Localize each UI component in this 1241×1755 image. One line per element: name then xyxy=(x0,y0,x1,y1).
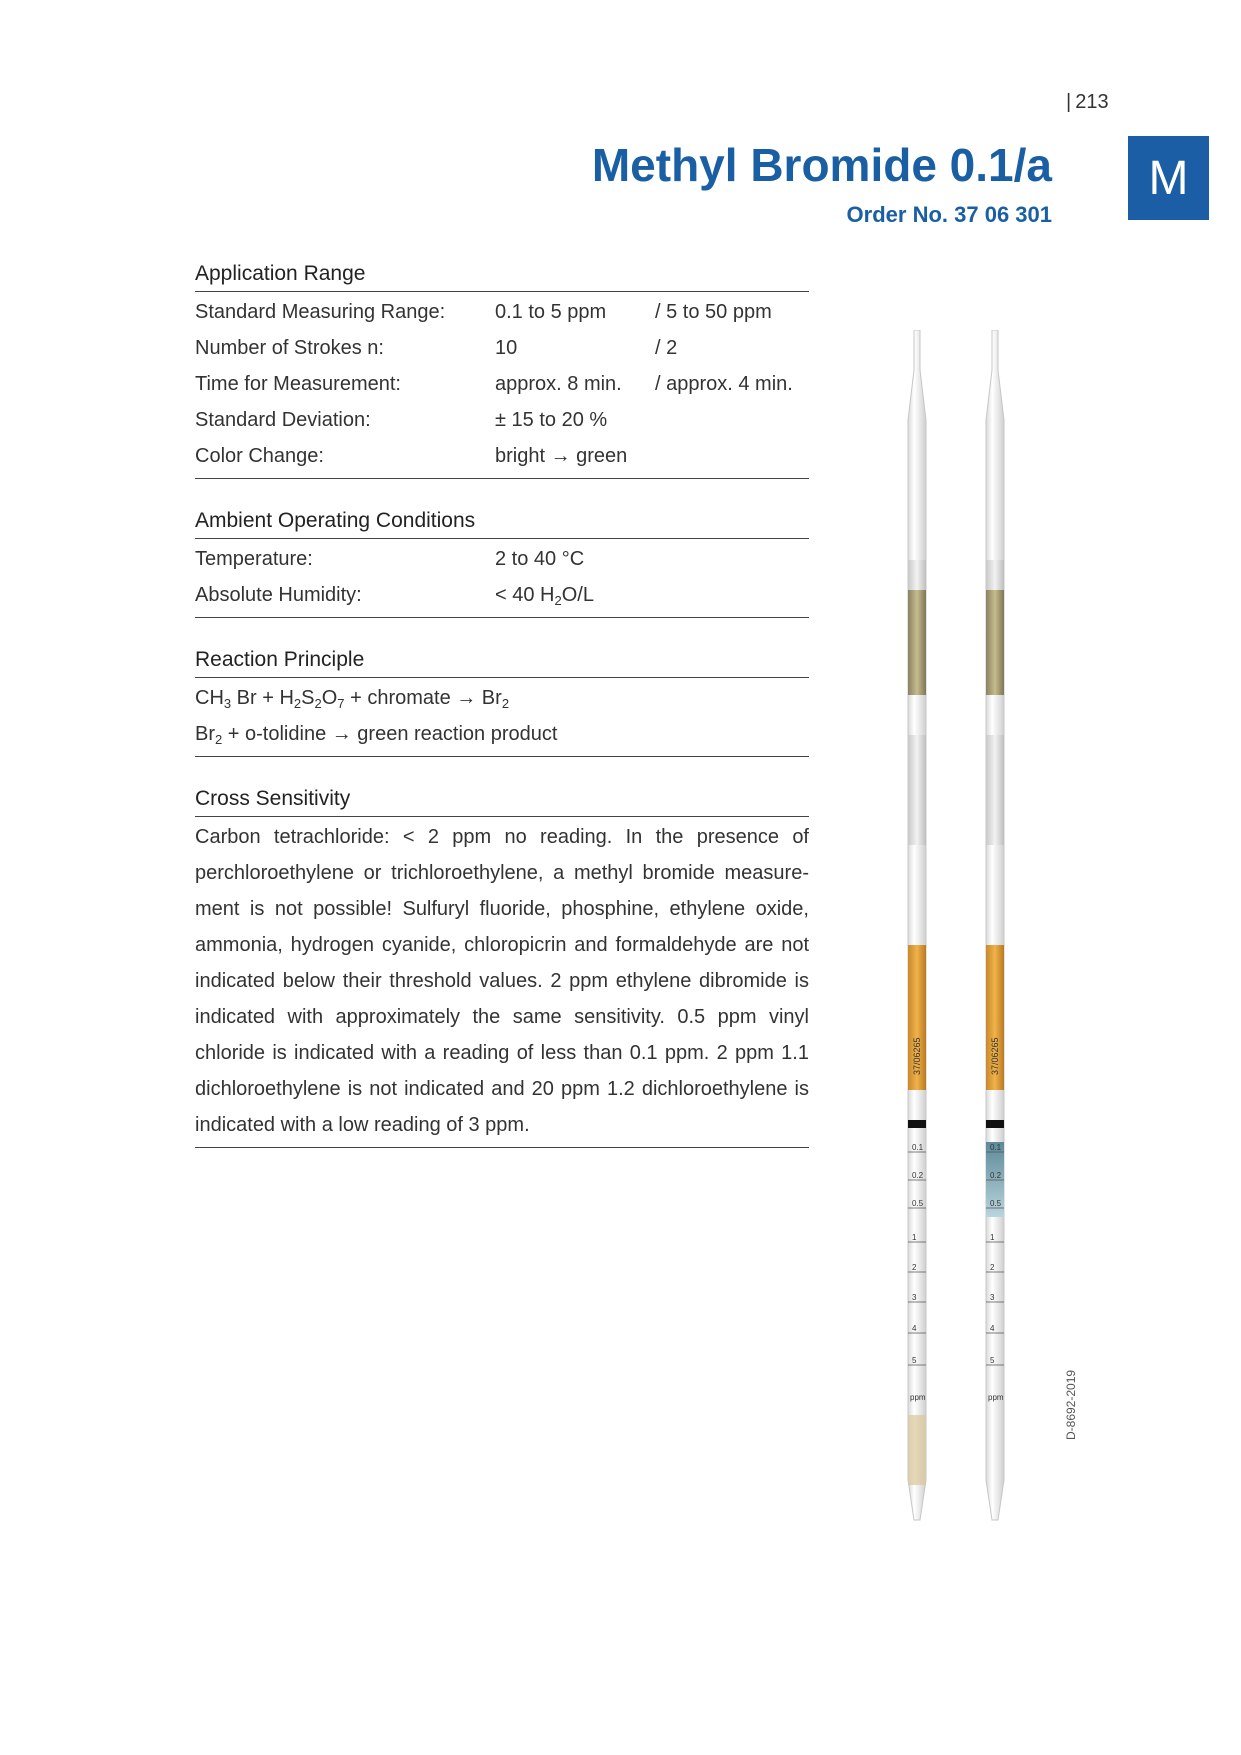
row-value: / approx. 4 min. xyxy=(655,373,793,395)
section-heading: Ambient Operating Conditions xyxy=(195,509,809,539)
scale-label: 5 xyxy=(912,1356,917,1365)
scale-label: 1 xyxy=(912,1233,917,1242)
tube-illustration xyxy=(880,330,1040,1530)
application-range-section xyxy=(195,262,809,479)
page-number: | 213 xyxy=(1066,91,1109,113)
tube-code-2: 37/06265 xyxy=(990,1037,1000,1075)
tube-right xyxy=(986,330,1004,1520)
table-row xyxy=(195,541,809,577)
table-row xyxy=(195,330,809,366)
scale-label: 0.2 xyxy=(990,1171,1002,1180)
row-value: < 40 $H_2O/L$ xyxy=(495,584,594,608)
reaction-principle-section xyxy=(195,648,809,757)
scale-label: 3 xyxy=(912,1293,917,1302)
content-column xyxy=(195,262,809,1178)
scale-label: 0.1 xyxy=(912,1143,924,1152)
scale-label: 2 xyxy=(912,1263,917,1272)
section-heading: Application Range xyxy=(195,262,809,292)
row-value: / 2 xyxy=(655,337,678,359)
scale-unit: ppm xyxy=(988,1393,1004,1402)
section-letter-tab: M xyxy=(1128,136,1209,220)
reaction-equation-2: $Br_2$ + o-tolidine → green reaction product xyxy=(195,723,558,747)
page-title: Methyl Bromide 0.1/a xyxy=(591,139,1052,191)
scale-label: 4 xyxy=(912,1324,917,1333)
row-value: ± 15 to 20 % xyxy=(495,409,608,431)
detector-tubes-image xyxy=(880,330,1040,1535)
row-value: 0.1 to 5 ppm xyxy=(495,301,607,323)
row-value xyxy=(655,438,809,474)
table-row xyxy=(195,577,809,613)
row-value: approx. 8 min. xyxy=(495,373,622,395)
row-value: 2 to 40 °C xyxy=(495,548,585,570)
table-row xyxy=(195,366,809,402)
row-value: / 5 to 50 ppm xyxy=(655,301,772,323)
row-label: Standard Deviation: xyxy=(195,409,371,431)
row-label: Color Change: xyxy=(195,445,324,467)
scale-label: 3 xyxy=(990,1293,995,1302)
scale-label: 0.5 xyxy=(912,1199,924,1208)
table-row xyxy=(195,402,809,438)
section-heading: Reaction Principle xyxy=(195,648,809,678)
row-value: 10 xyxy=(495,337,518,359)
row-label: Absolute Humidity: xyxy=(195,584,362,606)
row-value: bright → green xyxy=(495,445,628,467)
order-number: Order No. 37 06 301 xyxy=(846,202,1052,227)
tube-left xyxy=(908,330,926,1520)
row-value xyxy=(655,402,809,438)
scale-label: 4 xyxy=(990,1324,995,1333)
section-heading: Cross Sensitivity xyxy=(195,787,809,817)
row-label: Temperature: xyxy=(195,548,313,570)
table-row xyxy=(195,294,809,330)
cross-sensitivity-text: Carbon tetrachloride: < 2 ppm no reading. In the presence of perchloroethylene or trichloroethylene, a methyl bromide measurement is not possible! Sulfuryl fluoride, phosphine, ethylene oxide, ammonia, hydrogen cyanide, chloropicrin and formaldehyde are not indicated below their threshold values. 2 ppm ethylene dibromide is indicated with approximately the same sensitivity. 0.5 ppm vinyl chloride is indicated with a reading of less than 0.1 ppm. 2 ppm 1.1 dichloroethylene is not indicated and 20 ppm 1.2 dichloroethylene is indicated with a low reading of 3 ppm. xyxy=(195,826,809,1136)
reaction-equation-1: $CH_3$ $Br + H_2S_2O_7$ + chromate → $Br_2$ xyxy=(195,687,510,711)
scale-label: 2 xyxy=(990,1263,995,1272)
scale-label: 0.2 xyxy=(912,1171,924,1180)
scale-label: 5 xyxy=(990,1356,995,1365)
table-row xyxy=(195,438,809,474)
tube-code-1: 37/06265 xyxy=(912,1037,922,1075)
row-label: Time for Measurement: xyxy=(195,373,401,395)
cross-sensitivity-section xyxy=(195,787,809,1148)
application-range-table xyxy=(195,292,809,479)
image-code: D-8692-2019 xyxy=(1064,1369,1078,1440)
row-label: Number of Strokes n: xyxy=(195,337,384,359)
scale-label: 0.5 xyxy=(990,1199,1002,1208)
scale-label: 0.1 xyxy=(990,1143,1002,1152)
row-label: Standard Measuring Range: xyxy=(195,301,446,323)
scale-label: 1 xyxy=(990,1233,995,1242)
scale-unit: ppm xyxy=(910,1393,926,1402)
ambient-conditions-section xyxy=(195,509,809,618)
